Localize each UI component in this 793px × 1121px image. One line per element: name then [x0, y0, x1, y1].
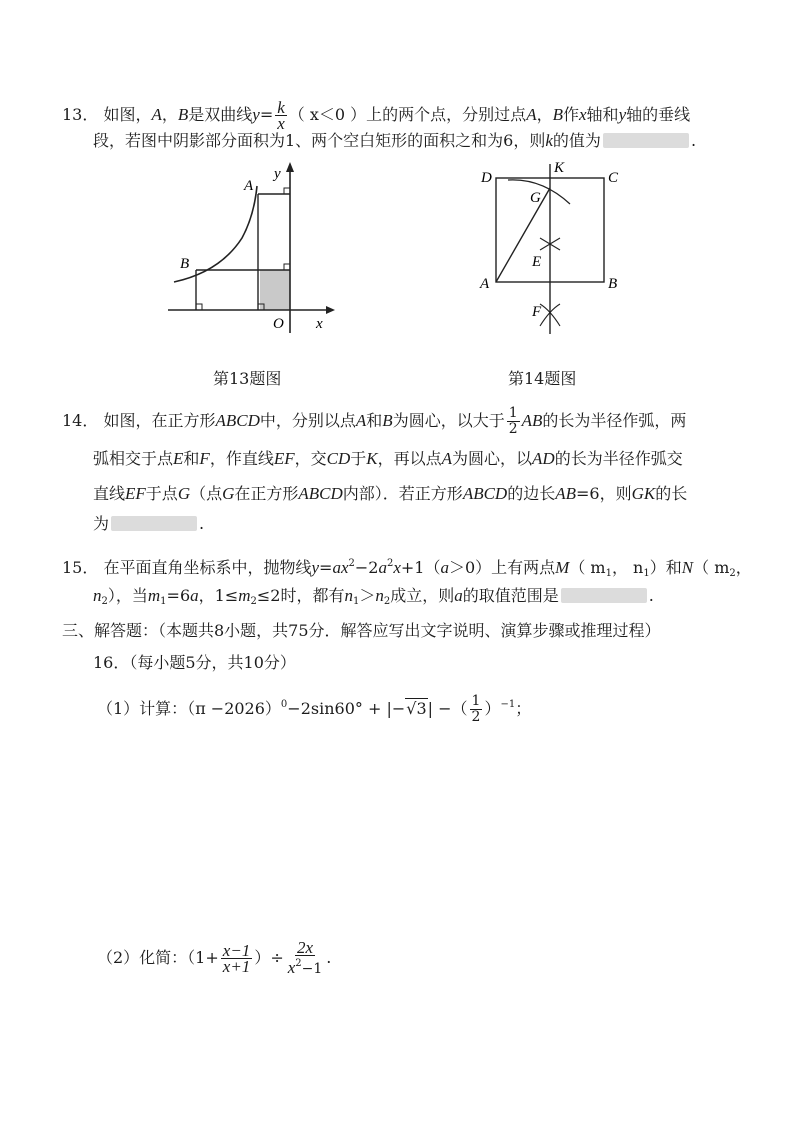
- right-angle-mark-1: [284, 188, 290, 194]
- label-B: B: [180, 256, 190, 272]
- sqrt-3: √3: [406, 699, 427, 718]
- label-D: D: [481, 170, 492, 186]
- answer-blank[interactable]: [561, 588, 647, 603]
- label-A: A: [244, 178, 254, 194]
- segment-AG: [496, 188, 550, 282]
- x-axis-arrow: [326, 306, 335, 314]
- label-C: C: [608, 170, 619, 186]
- fraction-2x: $\frac{2x}{x^2-1}$: [287, 938, 323, 977]
- label-x: x: [316, 316, 323, 332]
- fraction-k-over-x: $\frac{k}{x}$: [277, 98, 285, 133]
- q16-title: 16．（每小题5分，共10分）: [93, 653, 296, 672]
- fraction-one-half-q16: $\frac{1}{2}$: [471, 693, 481, 725]
- q15-line-2: $n_2$），当$m_1=6a$，$1\le m_2\le 2$时，都有$n_1>n_2$成立，则a的取值范围是 .: [93, 586, 654, 607]
- answer-blank[interactable]: [111, 516, 197, 531]
- q13-line-1: 13． 如图，A，B是双曲线y= $\frac{k}{x}$ （ x＜0 ）上的两个点，分别过点A，B作x轴和y轴的垂线: [62, 98, 691, 133]
- right-angle-mark-2: [284, 264, 290, 270]
- label-E: E: [532, 254, 542, 270]
- y-axis-arrow: [286, 162, 294, 172]
- label-B: B: [608, 276, 618, 292]
- label-A: A: [480, 276, 490, 292]
- fraction-x-minus-1: $\frac{x-1}{x+1}$: [222, 941, 251, 976]
- caption-fig-13: 第13题图: [213, 369, 282, 388]
- q13-line-2: 段，若图中阴影部分面积为1、两个空白矩形的面积之和为6，则k的值为 .: [93, 131, 697, 150]
- section-3-title: 三、解答题：（本题共8小题，共75分．解答应写出文字说明、演算步骤或推理过程）: [62, 621, 661, 640]
- label-F: F: [532, 304, 542, 320]
- right-angle-mark-3: [196, 304, 202, 310]
- q14-line-1: 14． 如图，在正方形ABCD中，分别以点A和B为圆心，以大于 $\frac{1}{2}$ AB的长为半径作弧，两: [62, 405, 687, 437]
- q16-part-2: （2）化简：（1+ $\frac{x-1}{x+1}$ ）÷ $\frac{2x}{x^2-1}$ .: [97, 938, 332, 977]
- caption-fig-14: 第14题图: [508, 369, 577, 388]
- q16-part-1: （1）计算：$(\pi -2026)^0-2\sin 60^\circ + |-√3|$ −（ $\frac{1}{2}$ ）$^{-1}$；: [97, 693, 532, 725]
- fraction-one-half: $\frac{1}{2}$: [508, 405, 518, 437]
- figure-13: [160, 158, 350, 338]
- q14-line-2: 弧相交于点E和F，作直线EF，交CD于K，再以点A为圆心，以AD的长为半径作弧交: [93, 449, 683, 468]
- q14-line-3: 直线EF于点G（点G在正方形ABCD内部）．若正方形ABCD的边长AB=6，则GK的长: [93, 484, 688, 503]
- q15-line-1: 15． 在平面直角坐标系中，抛物线$y=ax^2-2a^2x+1(a>0)$上有两点M（ $m_1$， $n_1$）和N（ $m_2$，: [62, 558, 752, 579]
- figure-14: [470, 158, 630, 340]
- label-K: K: [554, 160, 565, 176]
- label-O: O: [273, 316, 284, 332]
- label-y: y: [274, 166, 281, 182]
- label-G: G: [530, 190, 541, 206]
- answer-blank[interactable]: [603, 133, 689, 148]
- q14-line-4: 为 .: [93, 514, 205, 533]
